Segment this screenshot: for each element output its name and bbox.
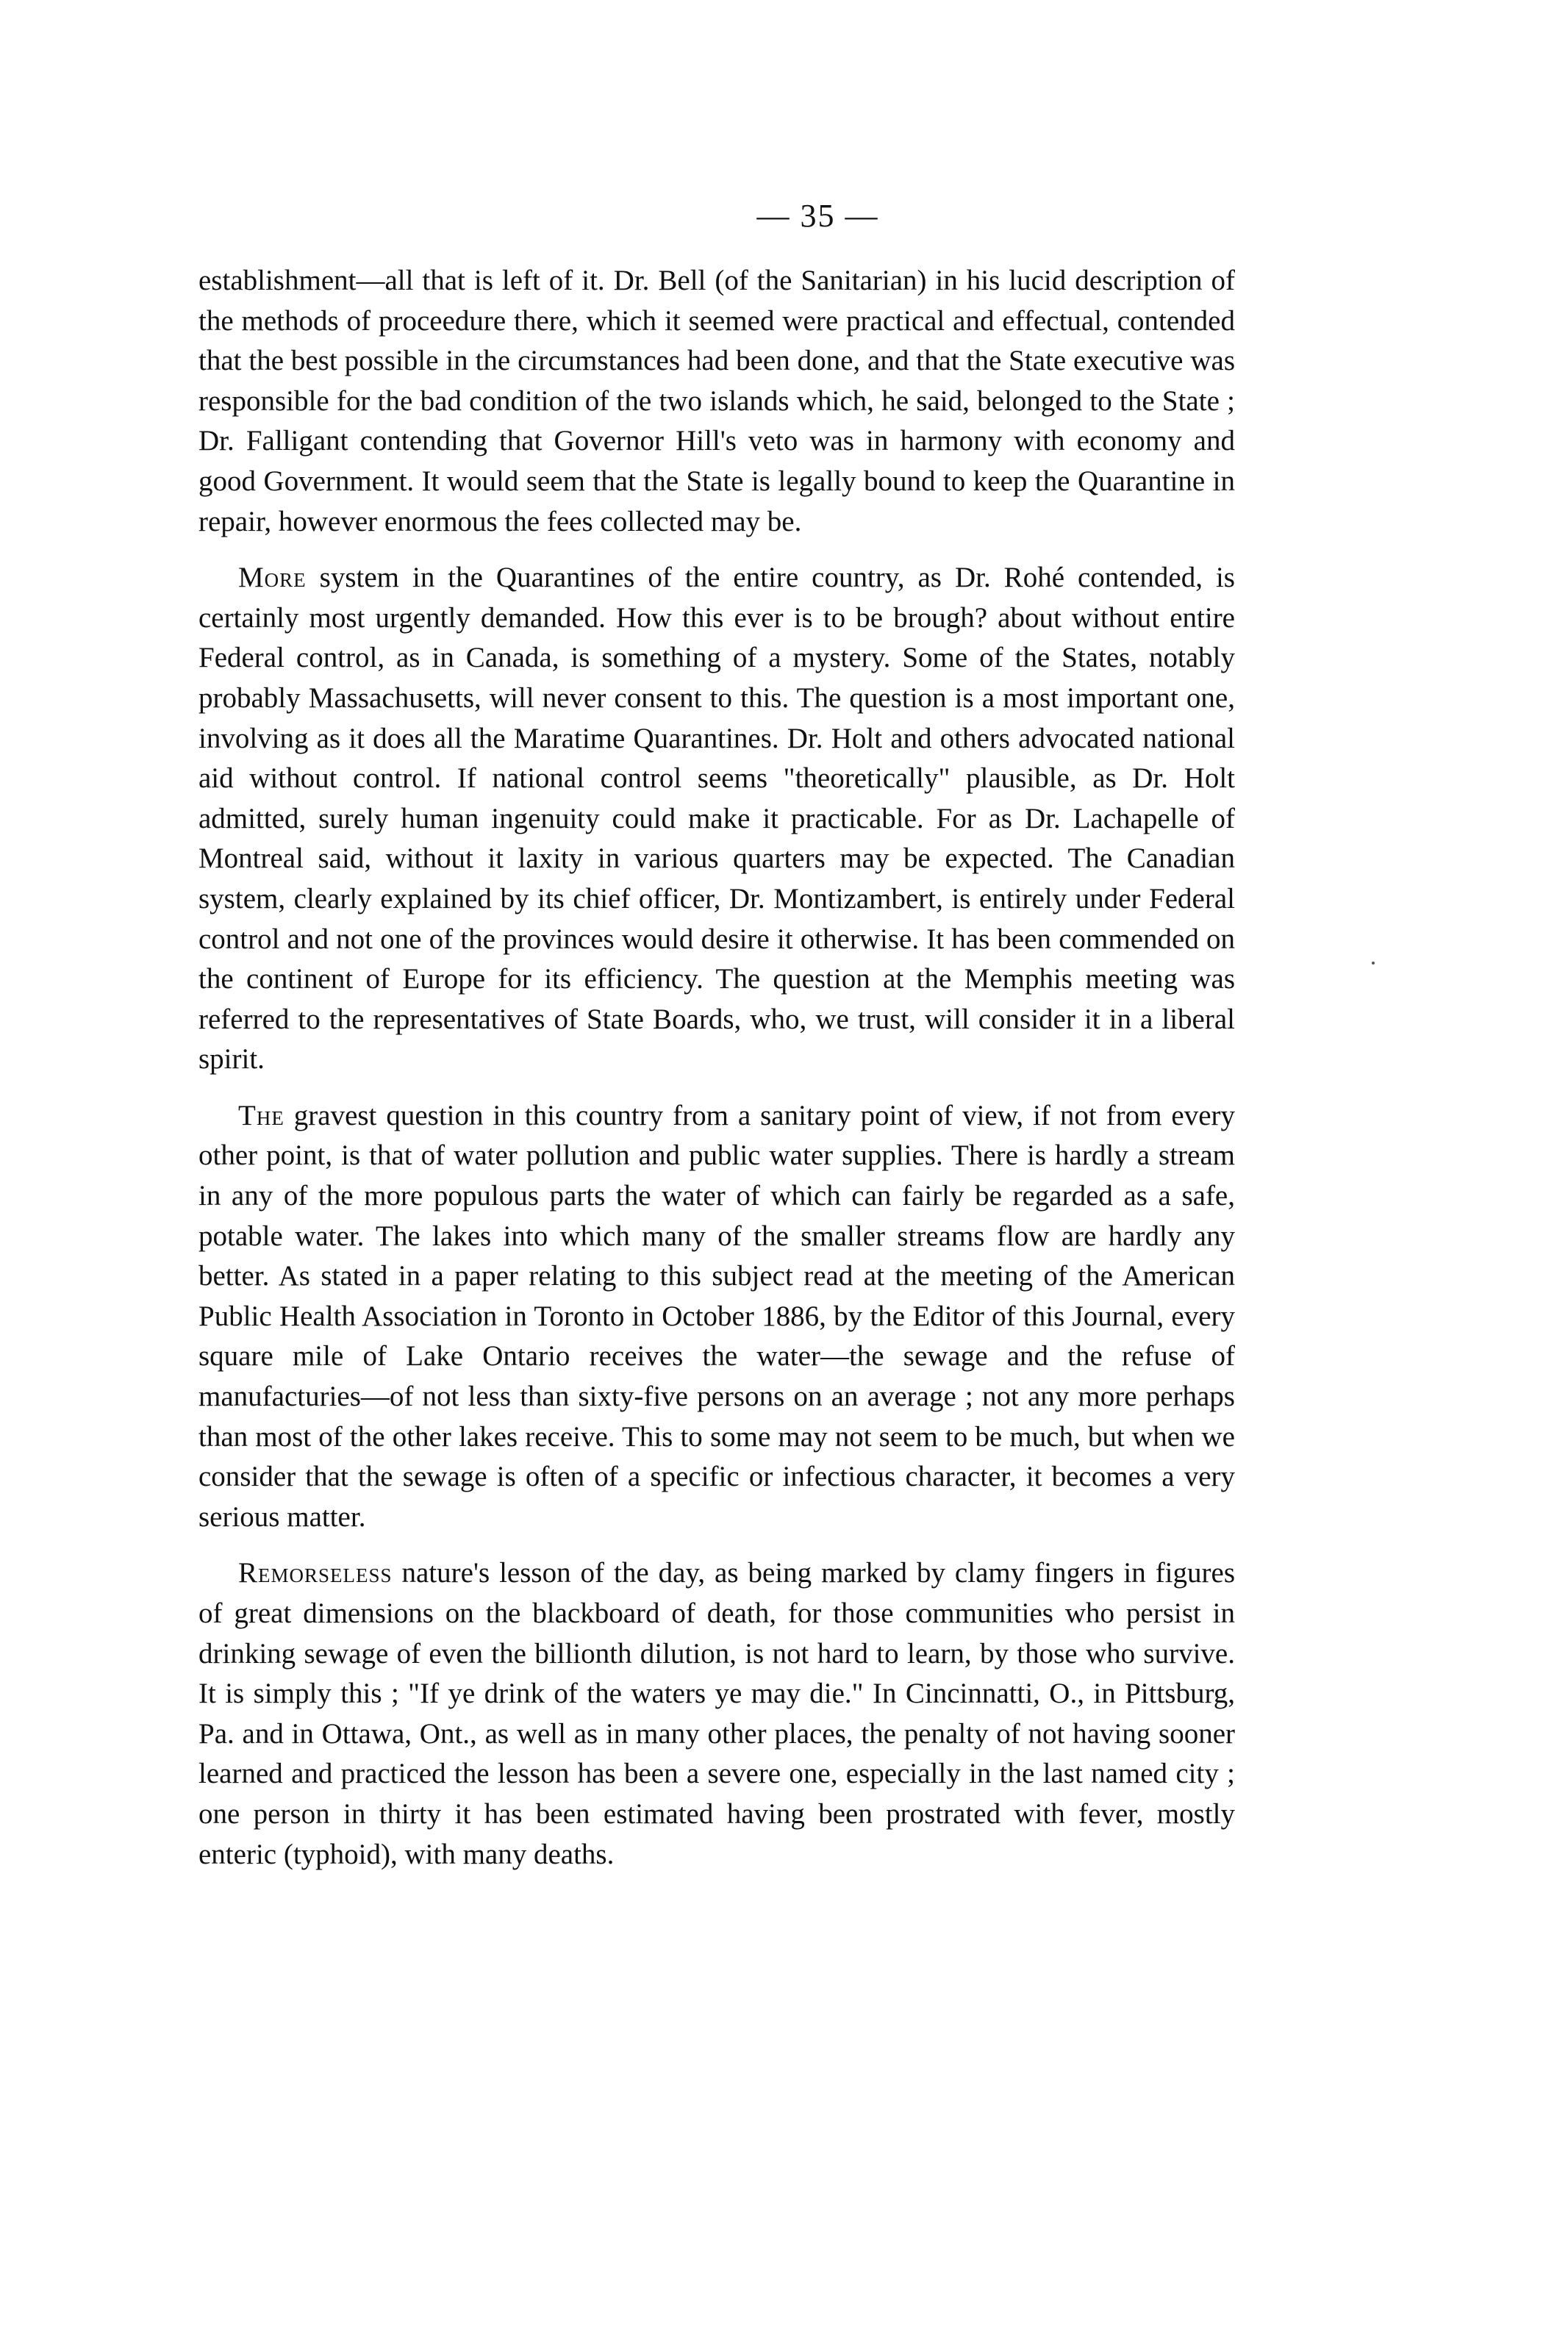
- body-text: [198, 261, 1235, 1891]
- paragraph-2-lead: More: [238, 562, 307, 594]
- paragraph-3-lead: The: [238, 1099, 284, 1131]
- stray-ink-mark: [1372, 962, 1375, 965]
- paragraph-3-text: gravest question in this country from a sanitary point of view, if not from every other point, is that of water pollution and public water supplies. There is hardly a stream in any of the more populous parts the water of which can fairly be regarded as a safe, potable water. The lakes into which many of the smaller streams flow are hardly any better. As stated in a paper relating to this subject read at the meeting of the American Public Health Association in Toronto in October 1886, by the Editor of this Journal, every square mile of Lake Ontario receives the water—the sewage and the refuse of manufacturies—of not less than sixty-five persons on an average ; not any more perhaps than most of the other lakes receive. This to some may not seem to be much, but when we consider that the sewage is often of a specific or infectious character, it becomes a very serious matter.: [198, 1099, 1235, 1533]
- paragraph-2: [198, 558, 1235, 1080]
- paragraph-1: [198, 261, 1235, 542]
- paragraph-2-text: system in the Quarantines of the entire country, as Dr. Rohé contended, is certainly most urgently demanded. How this ever is to be brough? about without entire Federal control, as in Canada, is something of a mystery. Some of the States, notably probably Massachusetts, will never consent to this. The question is a most important one, involving as it does all the Maratime Quarantines. Dr. Holt and others advocated national aid without control. If national control seems "theoretically" plausible, as Dr. Holt admitted, surely human ingenuity could make it practicable. For as Dr. Lachapelle of Montreal said, without it laxity in various quarters may be expected. The Canadian system, clearly explained by its chief officer, Dr. Montizambert, is entirely under Federal control and not one of the provinces would desire it otherwise. It has been commended on the continent of Europe for its efficiency. The question at the Memphis meeting was referred to the representatives of State Boards, who, we trust, will consider it in a liberal spirit.: [198, 562, 1235, 1076]
- paragraph-4-text: nature's lesson of the day, as being marked by clamy fingers in figures of great dimensions on the blackboard of death, for those communities who persist in drinking sewage of even the billionth dilution, is not hard to learn, by those who survive. It is simply this ; "If ye drink of the waters ye may die." In Cincinnatti, O., in Pittsburg, Pa. and in Ottawa, Ont., as well as in many other places, the penalty of not having sooner learned and practiced the lesson has been a severe one, especially in the last named city ; one person in thirty it has been estimated having been prostrated with fever, mostly enteric (typhoid), with many deaths.: [198, 1557, 1235, 1870]
- paragraph-4-lead: Remorseless: [238, 1557, 393, 1589]
- paragraph-4: [198, 1553, 1235, 1875]
- paragraph-3: [198, 1096, 1235, 1538]
- paragraph-1-text: establishment—all that is left of it. Dr. Bell (of the Sanitarian) in his lucid description of the methods of proceedure there, which it seemed were practical and effectual, contended that the best possible in the circumstances had been done, and that the State executive was responsible for the bad condition of the two islands which, he said, belonged to the State ; Dr. Falligant contending that Governor Hill's veto was in harmony with economy and good Government. It would seem that the State is legally bound to keep the Quarantine in repair, however enormous the fees collected may be.: [198, 265, 1235, 537]
- page-number: — 35 —: [756, 198, 879, 234]
